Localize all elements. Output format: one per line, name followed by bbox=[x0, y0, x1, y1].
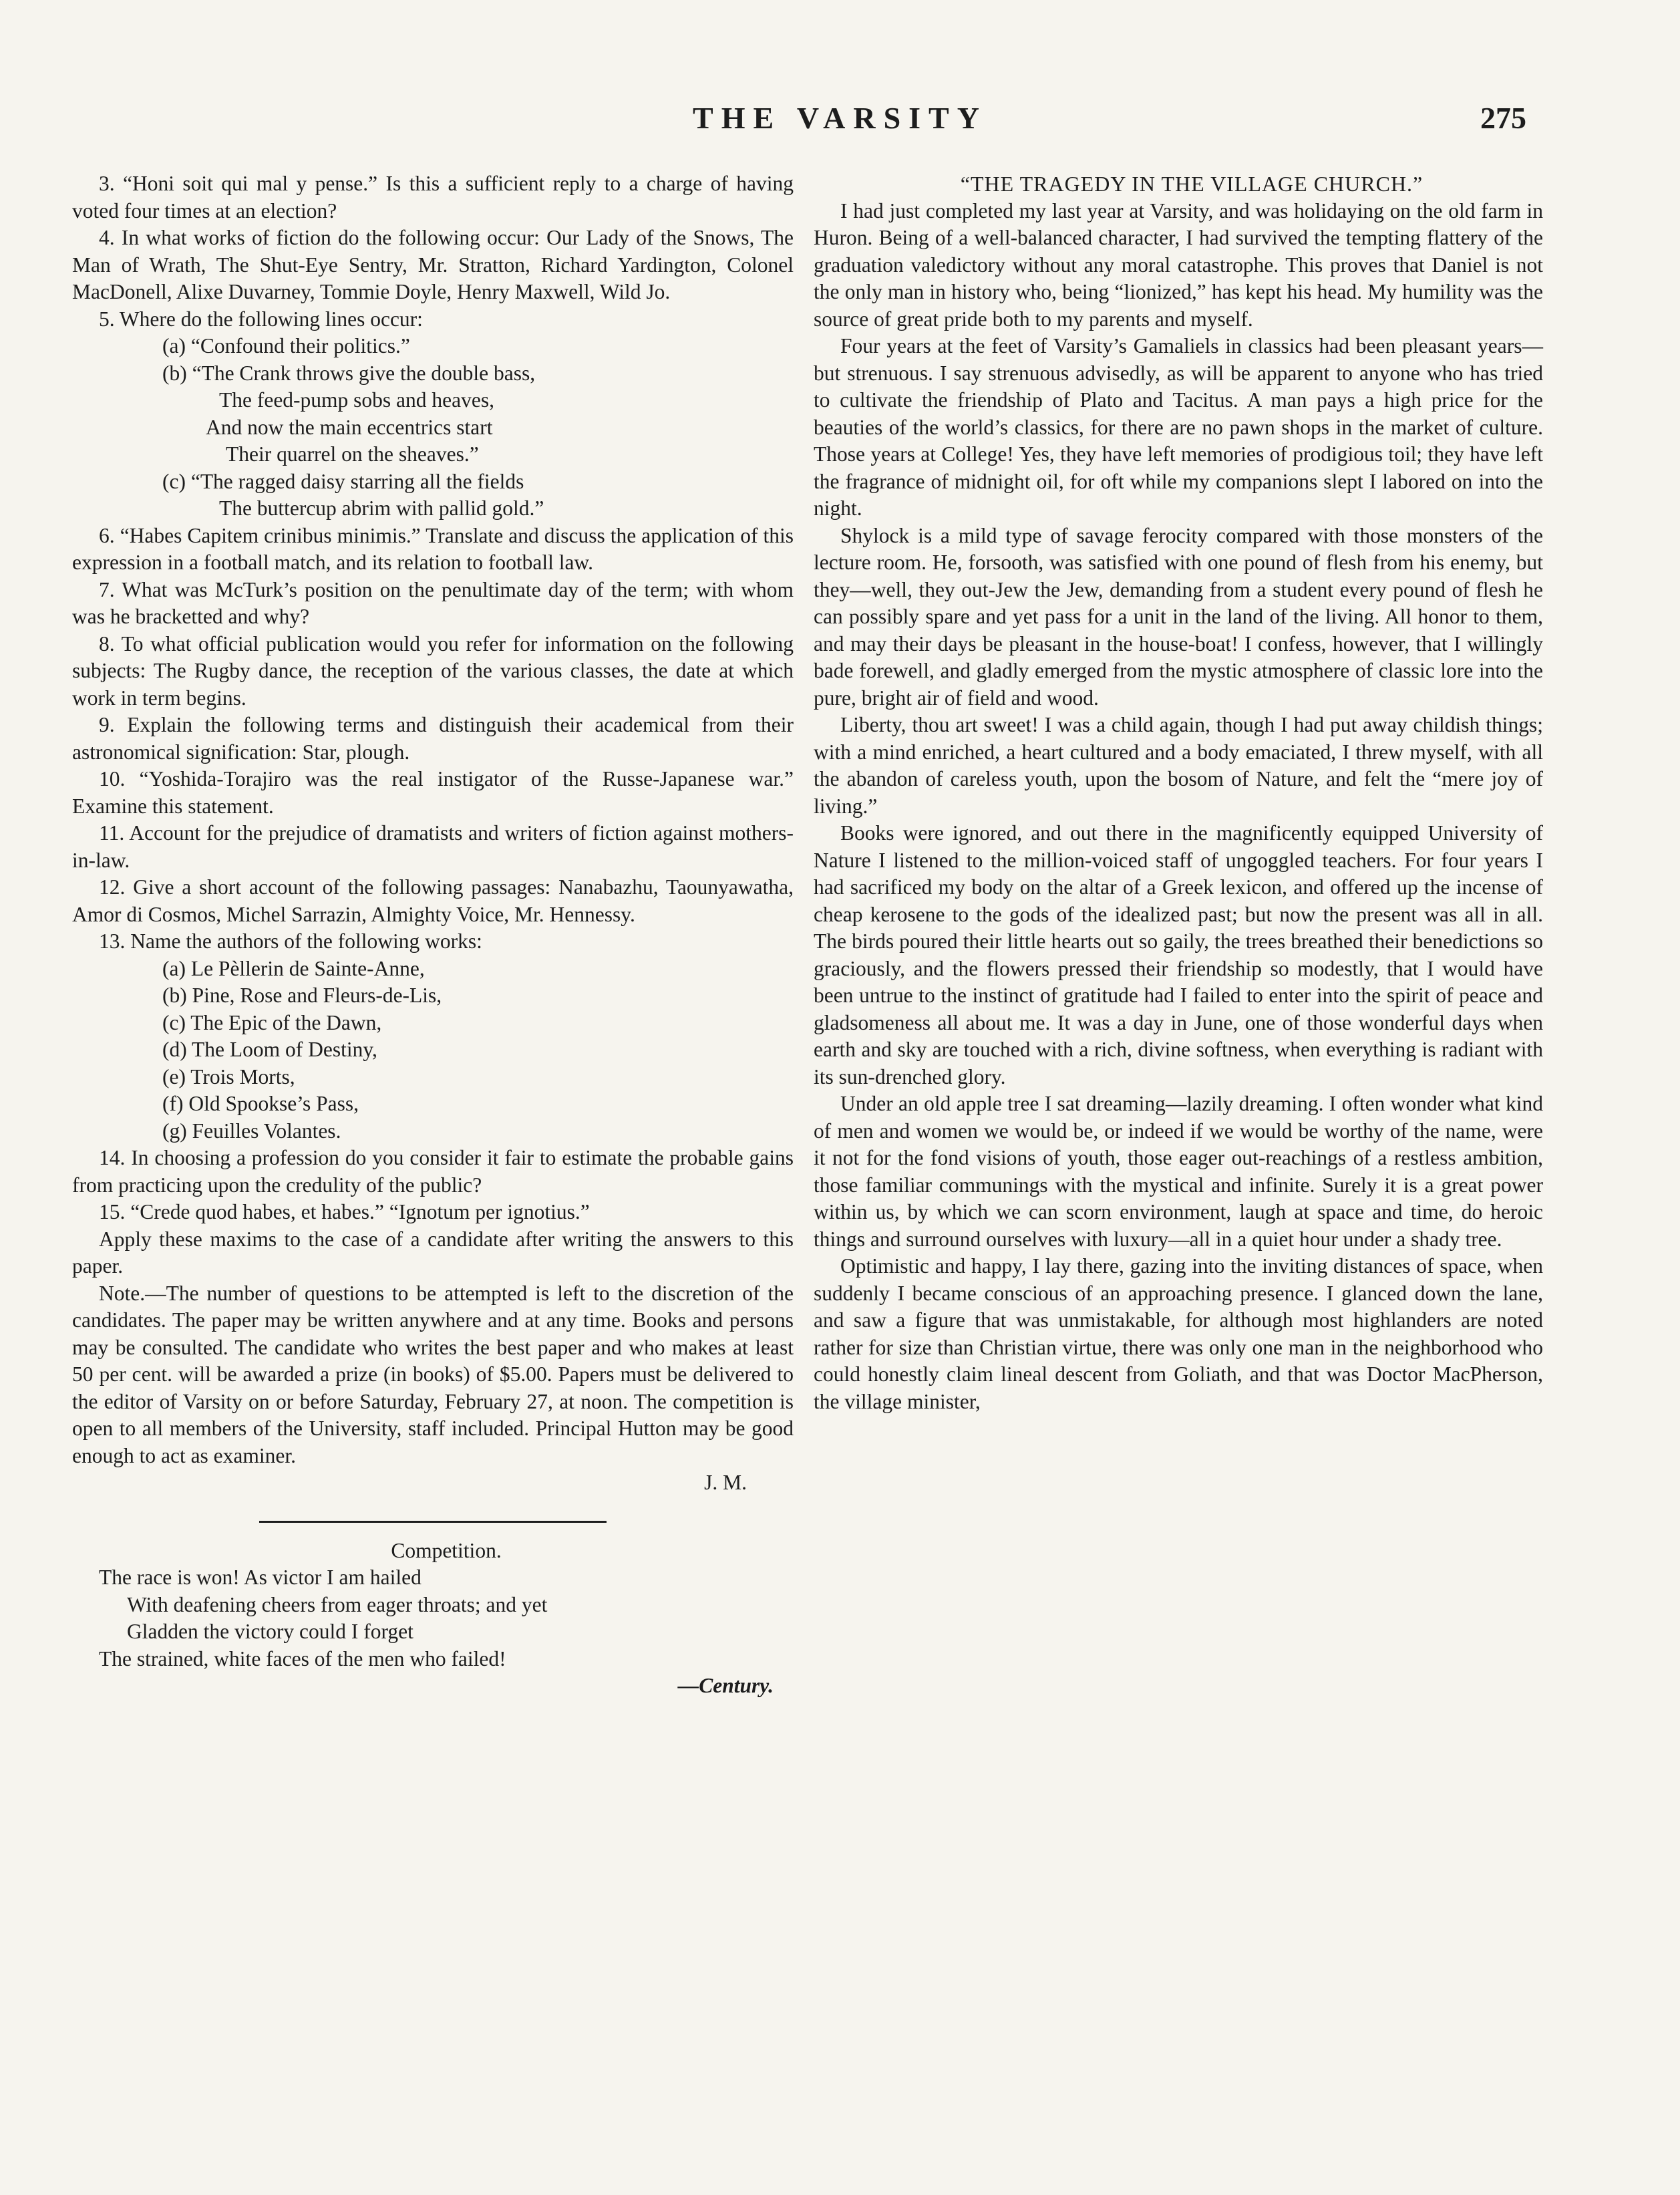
question-9: 9. Explain the following terms and distinguish their academical from their astronomical signification: Star, plough. bbox=[72, 713, 794, 764]
question-10: 10. “Yoshida-Torajiro was the real instigator of the Russe-Japanese war.” Examine this statement. bbox=[72, 767, 794, 818]
poem-title: Competition. bbox=[391, 1538, 502, 1562]
q13-item-f: (f) Old Spookse’s Pass, bbox=[162, 1092, 359, 1115]
article-paragraph-3: Shylock is a mild type of savage ferocity compared with those monsters of the lecture room. He, forsooth, was satisfied with one pound of flesh from his enemy, but they—well, they out-Jew the Jew, demanding from a student every pound of flesh he can possibly spare and yet pass for a unit in the land of the living. All honor to them, and may their days be pleasant in the house-boat! I confess, however, that I willingly bade forewell, and gladly emerged from the mystic atmosphere of classic lore into the pure, bright air of field and wood. bbox=[814, 523, 1543, 710]
q13-item-d: (d) The Loom of Destiny, bbox=[162, 1038, 377, 1061]
question-3: 3. “Honi soit qui mal y pense.” Is this a sufficient reply to a charge of having voted four times at an election? bbox=[72, 172, 794, 223]
running-title: THE VARSITY bbox=[693, 101, 987, 135]
question-11: 11. Account for the prejudice of dramatists and writers of fiction against mothers-in-law. bbox=[72, 821, 794, 872]
section-divider bbox=[259, 1521, 607, 1523]
article-paragraph-1: I had just completed my last year at Varsity, and was holidaying on the old farm in Huron. Being of a well-balanced character, I had survived the tempting flattery of the graduation valedictory without any moral catastrophe. This proves that Daniel is not the only man in history who, being “lionized,” has kept his head. My humility was the source of great pride both to my parents and myself. bbox=[814, 198, 1543, 331]
article-title: “THE TRAGEDY IN THE VILLAGE CHURCH.” bbox=[960, 172, 1423, 196]
question-7: 7. What was McTurk’s position on the penultimate day of the term; with whom was he bracketted and why? bbox=[72, 577, 794, 628]
q5-item-b-line-4: Their quarrel on the sheaves.” bbox=[226, 442, 479, 466]
q13-item-e: (e) Trois Morts, bbox=[162, 1064, 295, 1088]
q5-item-b-line-3: And now the main eccentrics start bbox=[206, 415, 493, 439]
question-5: 5. Where do the following lines occur: bbox=[99, 307, 423, 331]
article-paragraph-7: Optimistic and happy, I lay there, gazing into the inviting distances of space, when suddenly I became conscious of an approaching presence. I glanced down the lane, and saw a figure that was unmistakable, for although most highlanders are noted rather for size than Christian virtue, there was only one man in the neighborhood who could honestly claim lineal descent from Goliath, and that was Doctor MacPherson, the village minister, bbox=[814, 1254, 1543, 1413]
right-column bbox=[814, 170, 1543, 1415]
q13-item-c: (c) The Epic of the Dawn, bbox=[162, 1010, 382, 1034]
poem-line-3: Gladden the victory could I forget bbox=[127, 1620, 413, 1643]
question-14: 14. In choosing a profession do you consider it fair to estimate the probable gains from practicing upon the credulity of the public? bbox=[72, 1146, 794, 1197]
article-paragraph-5: Books were ignored, and out there in the magnificently equipped University of Nature I listened to the million-voiced staff of ungoggled teachers. For four years I had sacrificed my body on the altar of a Greek lexicon, and offered up the incense of cheap kerosene to the gods of the idealized past; but now the present was all in all. The birds poured their little hearts out so gaily, the trees breathed their benedictions so graciously, and the flowers pressed their friendship so modestly, that I would have been untrue to the instinct of gratitude had I failed to enter into the spirit of peace and gladsomeness all about me. It was a day in June, one of those wonderful days when earth and sky are touched with a rich, divine softness, when everything is radiant with its sun-drenched glory. bbox=[814, 821, 1543, 1088]
poem-line-2: With deafening cheers from eager throats; and yet bbox=[127, 1592, 548, 1616]
poem-attribution: —Century. bbox=[677, 1674, 774, 1697]
q13-item-g: (g) Feuilles Volantes. bbox=[162, 1119, 341, 1143]
question-6: 6. “Habes Capitem crinibus minimis.” Translate and discuss the application of this expression in a football match, and its relation to football law. bbox=[72, 523, 794, 574]
q13-item-a: (a) Le Pèllerin de Sainte-Anne, bbox=[162, 956, 425, 980]
left-column bbox=[72, 170, 794, 1700]
question-4: 4. In what works of fiction do the following occur: Our Lady of the Snows, The Man of Wrath, The Shut-Eye Sentry, Mr. Stratton, Richard Yardington, Colonel MacDonell, Alixe Duvarney, Tommie Doyle, Henry Maxwell, Wild Jo. bbox=[72, 226, 794, 303]
competition-note: Note.—The number of questions to be attempted is left to the discretion of the candidates. The paper may be written anywhere and at any time. Books and persons may be consulted. The candidate who writes the best paper and who makes at least 50 per cent. will be awarded a prize (in books) of $5.00. Papers must be delivered to the editor of Varsity on or before Saturday, February 27, at noon. The competition is open to all members of the University, staff included. Principal Hutton may be good enough to act as examiner. bbox=[72, 1281, 794, 1467]
apply-maxims-text: Apply these maxims to the case of a candidate after writing the answers to this paper. bbox=[72, 1227, 794, 1278]
q13-item-b: (b) Pine, Rose and Fleurs-de-Lis, bbox=[162, 984, 442, 1007]
q5-item-b-line-1: (b) “The Crank throws give the double bass, bbox=[162, 361, 536, 385]
question-13: 13. Name the authors of the following works: bbox=[99, 929, 482, 953]
poem-line-4: The strained, white faces of the men who failed! bbox=[99, 1646, 506, 1670]
q5-item-a: (a) “Confound their politics.” bbox=[162, 334, 410, 357]
page-header bbox=[0, 100, 1680, 147]
question-12: 12. Give a short account of the following passages: Nanabazhu, Taounyawatha, Amor di Cosmos, Michel Sarrazin, Almighty Voice, Mr. Hennessy. bbox=[72, 875, 794, 926]
author-signature: J. M. bbox=[704, 1471, 747, 1494]
article-paragraph-6: Under an old apple tree I sat dreaming—lazily dreaming. I often wonder what kind of men and women we would be, or indeed if we would be worthy of the name, were it not for the fond visions of youth, those eager out-reachings of a restless ambition, those familiar communings with the mystical and infinite. Surely it is a great power within us, by which we can scorn environment, laugh at space and time, do heroic things and surround ourselves with luxury—all in a quiet hour under a shady tree. bbox=[814, 1092, 1543, 1251]
question-15: 15. “Crede quod habes, et habes.” “Ignotum per ignotius.” bbox=[99, 1200, 590, 1223]
q5-item-c-line-1: (c) “The ragged daisy starring all the fields bbox=[162, 469, 524, 493]
poem-line-1: The race is won! As victor I am hailed bbox=[99, 1566, 422, 1589]
article-paragraph-2: Four years at the feet of Varsity’s Gamaliels in classics had been pleasant years—but strenuous. I say strenuous advisedly, as will be apparent to anyone who has tried to cultivate the friendship of Plato and Tacitus. A man pays a high price for the beauties of the world’s classics, for there are no pawn shops in the market of culture. Those years at College! Yes, they have left memories of prodigious toil; they have left the fragrance of midnight oil, for oft while my companions slept I labored on into the night. bbox=[814, 334, 1543, 520]
question-8: 8. To what official publication would you refer for information on the following subjects: The Rugby dance, the reception of the various classes, the date at which work in term begins. bbox=[72, 631, 794, 710]
q5-item-c-line-2: The buttercup abrim with pallid gold.” bbox=[219, 496, 544, 520]
q5-item-b-line-2: The feed-pump sobs and heaves, bbox=[219, 388, 494, 412]
page-number: 275 bbox=[1480, 101, 1526, 135]
article-paragraph-4: Liberty, thou art sweet! I was a child again, though I had put away childish things; with a mind enriched, a heart cultured and a body emaciated, I threw myself, with all the abandon of careless youth, upon the bosom of Nature, and felt the “mere joy of living.” bbox=[814, 713, 1543, 818]
